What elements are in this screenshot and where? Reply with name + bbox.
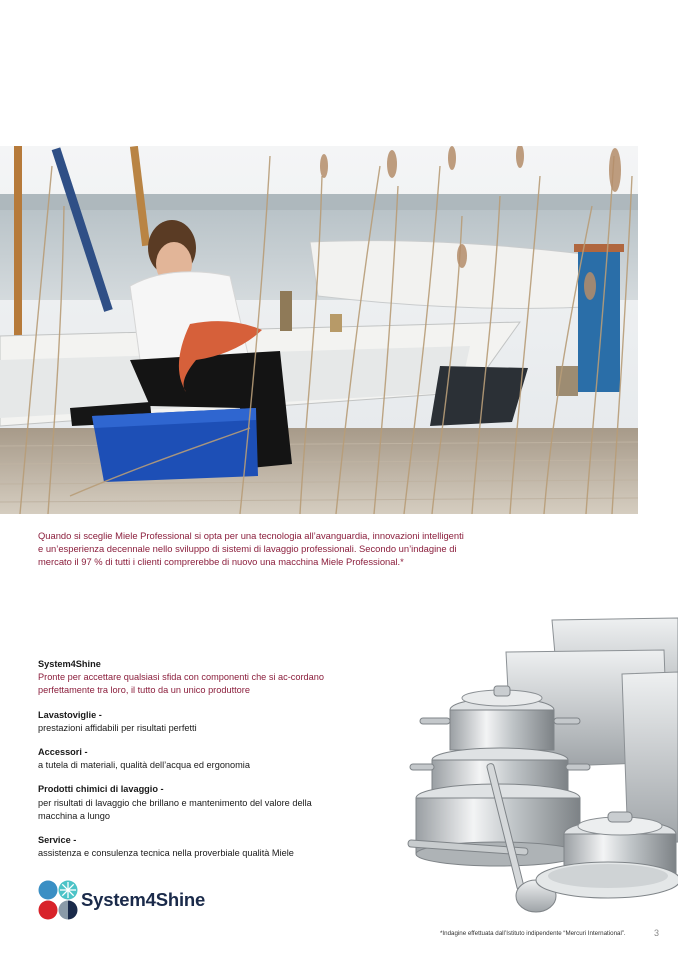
intro-paragraph: Quando si sceglie Miele Professional si opta per una tecnologia all’avanguardia, innovazioni intelligenti e un’esperienza decennale nello sviluppo di sistemi di lavaggio professionali. Secondo un’indagine di mercato il 97 % di tutti i clienti comprerebbe di nuovo una macchina Miele Professional.* [38,530,464,568]
footnote: *Indagine effettuata dall’Istituto indipendente “Mercuri International”. [440,930,626,937]
feature-item [38,746,338,772]
feature-text: assistenza e consulenza tecnica nella proverbiale qualità Miele [38,848,294,859]
feature-title: Service - [38,835,77,846]
feature-text: Pronte per accettare qualsiasi sfida con componenti che si ac-cordano perfettamente tra loro, il tutto da un unico produttore [38,672,324,696]
feature-item [38,783,338,823]
logo-mark-icon [38,880,78,920]
feature-title: Lavastoviglie - [38,709,102,720]
logo-text: System4Shine [81,889,206,910]
feature-text: a tutela di materiali, qualità dell’acqua ed ergonomia [38,760,250,771]
feature-title: Prodotti chimici di lavaggio - [38,784,164,795]
feature-title: System4Shine [38,659,101,669]
page-number: 3 [654,928,660,938]
feature-title: Accessori - [38,747,88,758]
feature-text: per risultati di lavaggio che brillano e mantenimento del valore della macchina a lungo [38,797,312,821]
system4shine-logo [38,879,205,921]
cookware-image [402,612,678,922]
feature-item [38,709,338,735]
feature-item [38,658,338,698]
hero-photo [0,146,638,514]
feature-list [38,658,338,871]
feature-item [38,834,338,860]
feature-text: prestazioni affidabili per risultati perfetti [38,722,197,733]
